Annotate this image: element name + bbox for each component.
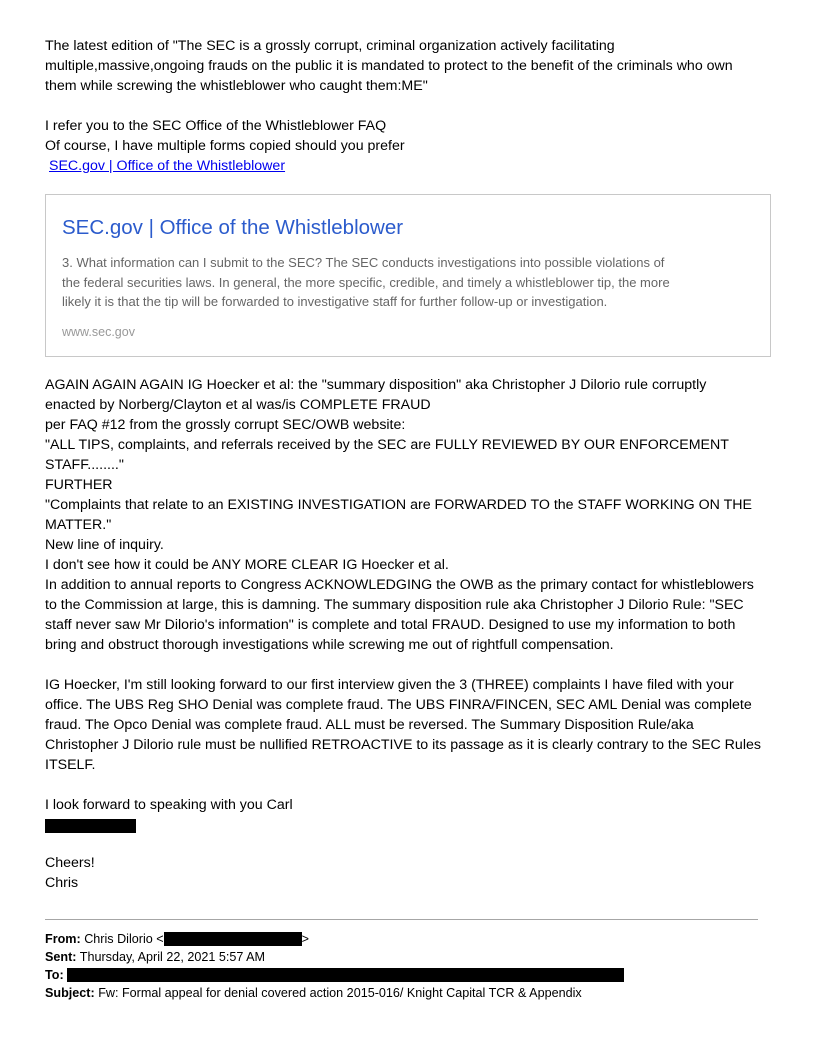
sent-value: Thursday, April 22, 2021 5:57 AM bbox=[79, 949, 266, 964]
forward-divider bbox=[45, 919, 758, 920]
body-line: office. The UBS Reg SHO Denial was complete fraud. The UBS FINRA/FINCEN, SEC AML Denial was complete bbox=[45, 696, 752, 713]
forwarded-header bbox=[45, 930, 775, 1002]
link-preview-desc-line: the federal securities laws. In general, the more specific, credible, and timely a whistleblower tip, the more bbox=[62, 274, 670, 290]
from-value: Chris Dilorio < bbox=[84, 931, 164, 946]
body-line: staff never saw Mr Dilorio's information" is complete and total FRAUD. Designed to use my information to both bbox=[45, 616, 736, 633]
link-preview-description bbox=[62, 253, 754, 312]
redacted-recipients bbox=[67, 968, 624, 982]
body-line: I don't see how it could be ANY MORE CLEAR IG Hoecker et al. bbox=[45, 556, 449, 573]
closing-paragraph bbox=[45, 795, 775, 833]
subject-label: Subject: bbox=[45, 985, 95, 1000]
refer-line: Of course, I have multiple forms copied should you prefer bbox=[45, 138, 405, 154]
header-from bbox=[45, 930, 775, 948]
body-line: fraud. The Opco Denial was complete fraud. ALL must be reversed. The Summary Disposition Rule/aka bbox=[45, 716, 694, 733]
link-preview-title[interactable]: SEC.gov | Office of the Whistleblower bbox=[62, 216, 404, 239]
signoff bbox=[45, 853, 775, 893]
body-line: ITSELF. bbox=[45, 756, 96, 773]
header-sent bbox=[45, 948, 775, 966]
sent-label: Sent: bbox=[45, 949, 77, 964]
intro-paragraph bbox=[45, 36, 775, 96]
signoff-line: Cheers! bbox=[45, 854, 95, 871]
header-subject bbox=[45, 984, 775, 1002]
body-line: bring and obstruct thorough investigations while screwing me out of rightfull compensation. bbox=[45, 636, 614, 653]
subject-value: Fw: Formal appeal for denial covered action 2015-016/ Knight Capital TCR & Appendix bbox=[98, 985, 582, 1000]
intro-line: multiple,massive,ongoing frauds on the public it is mandated to protect to the benefit of the criminals who own bbox=[45, 58, 733, 74]
body-paragraph-2 bbox=[45, 675, 775, 775]
intro-line: The latest edition of "The SEC is a grossly corrupt, criminal organization actively facilitating bbox=[45, 38, 615, 54]
body-line: "Complaints that relate to an EXISTING INVESTIGATION are FORWARDED TO the STAFF WORKING ON THE bbox=[45, 496, 752, 513]
body-line: Christopher J Dilorio rule must be nullified RETROACTIVE to its passage as it is clearly contrary to the SEC Rules bbox=[45, 736, 761, 753]
refer-line: I refer you to the SEC Office of the Whistleblower FAQ bbox=[45, 118, 387, 134]
link-preview-desc-line: 3. What information can I submit to the SEC? The SEC conducts investigations into possible violations of bbox=[62, 255, 665, 270]
body-line: IG Hoecker, I'm still looking forward to our first interview given the 3 (THREE) complaints I have filed with your bbox=[45, 676, 734, 693]
signature-name: Chris bbox=[45, 874, 79, 891]
email-body bbox=[45, 36, 775, 1002]
body-line: per FAQ #12 from the grossly corrupt SEC/OWB website: bbox=[45, 416, 406, 433]
to-label: To: bbox=[45, 967, 64, 982]
link-preview-card[interactable] bbox=[45, 194, 771, 357]
redacted-email bbox=[164, 932, 302, 946]
header-to bbox=[45, 966, 775, 984]
intro-line: them while screwing the whistleblower who caught them:ME" bbox=[45, 78, 428, 94]
refer-paragraph bbox=[45, 116, 775, 176]
body-line: FURTHER bbox=[45, 476, 113, 493]
link-preview-domain: www.sec.gov bbox=[62, 324, 135, 339]
body-line: MATTER." bbox=[45, 516, 112, 533]
body-line: New line of inquiry. bbox=[45, 536, 164, 553]
body-paragraph-1 bbox=[45, 375, 775, 655]
body-line: I look forward to speaking with you Carl bbox=[45, 796, 293, 813]
body-line: STAFF........" bbox=[45, 456, 124, 473]
from-close: > bbox=[301, 931, 309, 946]
body-line: enacted by Norberg/Clayton et al was/is COMPLETE FRAUD bbox=[45, 396, 431, 413]
body-line: AGAIN AGAIN AGAIN IG Hoecker et al: the "summary disposition" aka Christopher J Dilorio rule corruptly bbox=[45, 376, 707, 393]
whistleblower-link[interactable]: SEC.gov | Office of the Whistleblower bbox=[49, 158, 286, 174]
link-preview-desc-line: likely it is that the tip will be forwarded to investigative staff for further follow-up or investigation. bbox=[62, 294, 608, 309]
redacted-phone bbox=[45, 819, 136, 833]
body-line: In addition to annual reports to Congress ACKNOWLEDGING the OWB as the primary contact for whistleblowers bbox=[45, 576, 754, 593]
body-line: "ALL TIPS, complaints, and referrals received by the SEC are FULLY REVIEWED BY OUR ENFORCEMENT bbox=[45, 436, 729, 453]
from-label: From: bbox=[45, 931, 81, 946]
body-line: to the Commission at large, this is damning. The summary disposition rule aka Christopher J Dilorio Rule: "SEC bbox=[45, 596, 744, 613]
